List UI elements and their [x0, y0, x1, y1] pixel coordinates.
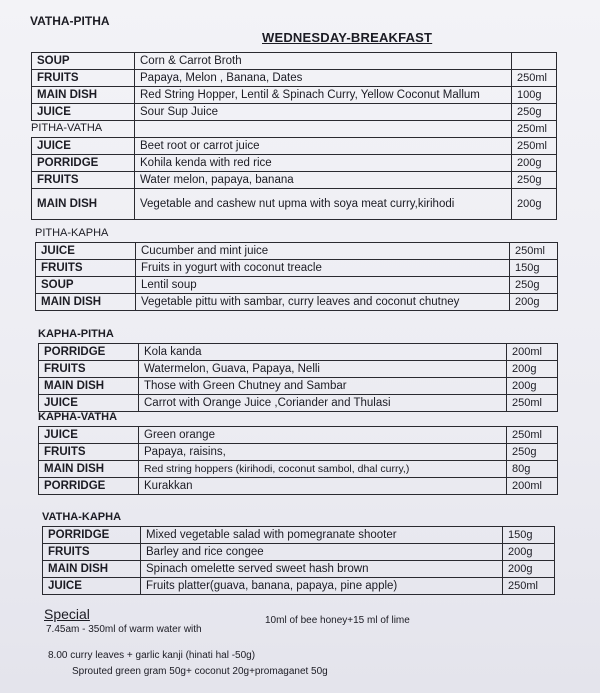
quantity-cell: 200g — [512, 155, 557, 172]
table-row — [32, 172, 557, 189]
table-row — [39, 461, 558, 478]
quantity-cell: 250g — [512, 172, 557, 189]
item-cell: Vegetable and cashew nut upma with soya meat curry,kirihodi — [135, 189, 512, 220]
item-cell: Kola kanda — [139, 344, 507, 361]
item-cell: Beet root or carrot juice — [135, 138, 512, 155]
quantity-cell: 200g — [512, 189, 557, 220]
item-cell: Fruits platter(guava, banana, papaya, pine apple) — [141, 578, 503, 595]
table-row — [32, 121, 557, 138]
quantity-cell: 150g — [503, 527, 555, 544]
menu-table-pitha-kapha — [35, 242, 558, 311]
item-cell: Papaya, Melon , Banana, Dates — [135, 70, 512, 87]
quantity-cell: 200ml — [507, 344, 558, 361]
table-row — [39, 478, 558, 495]
special-line-2: 8.00 curry leaves + garlic kanji (hinati hal -50g) — [48, 650, 256, 661]
item-cell: Those with Green Chutney and Sambar — [139, 378, 507, 395]
category-cell: FRUITS — [32, 172, 135, 189]
quantity-cell: 80g — [507, 461, 558, 478]
quantity-cell: 200g — [503, 544, 555, 561]
item-cell: Water melon, papaya, banana — [135, 172, 512, 189]
category-cell: FRUITS — [43, 544, 141, 561]
quantity-cell: 250ml — [512, 121, 557, 138]
menu-table-pitha-vatha — [31, 137, 557, 220]
table-row — [32, 189, 557, 220]
menu-table-kapha-vatha — [38, 426, 558, 495]
section-label-pitha-vatha: PITHA-VATHA — [31, 122, 103, 134]
table-row — [43, 527, 555, 544]
quantity-cell: 250ml — [507, 395, 558, 412]
quantity-cell: 250ml — [507, 427, 558, 444]
table-row — [43, 561, 555, 578]
category-cell: SOUP — [32, 53, 135, 70]
menu-table-kapha-pitha — [38, 343, 558, 412]
category-cell: PORRIDGE — [39, 478, 139, 495]
table-row — [32, 104, 557, 121]
item-cell — [135, 121, 512, 138]
table-row — [39, 444, 558, 461]
category-cell: FRUITS — [32, 70, 135, 87]
quantity-cell: 200g — [503, 561, 555, 578]
category-cell: JUICE — [43, 578, 141, 595]
item-cell: Kohila kenda with red rice — [135, 155, 512, 172]
item-cell: Carrot with Orange Juice ,Coriander and Thulasi — [139, 395, 507, 412]
category-cell: MAIN DISH — [39, 378, 139, 395]
table-row — [36, 260, 558, 277]
table-row — [32, 53, 557, 70]
item-cell: Kurakkan — [139, 478, 507, 495]
category-cell: JUICE — [32, 104, 135, 121]
item-cell: Red string hoppers (kirihodi, coconut sambol, dhal curry,) — [139, 461, 507, 478]
special-heading: Special — [44, 606, 90, 622]
table-row — [36, 243, 558, 260]
page-title: WEDNESDAY-BREAKFAST — [262, 30, 433, 45]
category-cell: SOUP — [36, 277, 136, 294]
table-row — [43, 578, 555, 595]
category-cell: MAIN DISH — [32, 189, 135, 220]
category-cell: JUICE — [36, 243, 136, 260]
category-cell: JUICE — [39, 427, 139, 444]
quantity-cell: 150g — [510, 260, 558, 277]
special-line-1: 7.45am - 350ml of warm water with — [46, 624, 202, 635]
table-row — [39, 344, 558, 361]
table-row — [43, 544, 555, 561]
item-cell: Red String Hopper, Lentil & Spinach Curry, Yellow Coconut Mallum — [135, 87, 512, 104]
menu-table-vatha-kapha — [42, 526, 555, 595]
table-row — [32, 70, 557, 87]
table-row — [36, 277, 558, 294]
category-cell: MAIN DISH — [32, 87, 135, 104]
category-cell: FRUITS — [39, 361, 139, 378]
quantity-cell: 200g — [510, 294, 558, 311]
table-row — [39, 361, 558, 378]
category-cell: PORRIDGE — [43, 527, 141, 544]
item-cell: Green orange — [139, 427, 507, 444]
item-cell: Lentil soup — [136, 277, 510, 294]
category-cell: FRUITS — [39, 444, 139, 461]
table-row — [32, 155, 557, 172]
quantity-cell: 250g — [512, 104, 557, 121]
category-cell: PORRIDGE — [39, 344, 139, 361]
quantity-cell: 250g — [507, 444, 558, 461]
quantity-cell: 250ml — [512, 70, 557, 87]
quantity-cell: 200g — [507, 361, 558, 378]
table-row — [32, 138, 557, 155]
quantity-cell: 250ml — [503, 578, 555, 595]
table-row — [39, 427, 558, 444]
item-cell: Sour Sup Juice — [135, 104, 512, 121]
table-row — [39, 395, 558, 412]
section-label-pitha-kapha: PITHA-KAPHA — [35, 227, 109, 239]
category-cell: MAIN DISH — [39, 461, 139, 478]
special-line-3: Sprouted green gram 50g+ coconut 20g+promaganet 50g — [72, 666, 328, 677]
category-cell: MAIN DISH — [36, 294, 136, 311]
quantity-cell: 250ml — [512, 138, 557, 155]
category-cell: FRUITS — [36, 260, 136, 277]
dosha-label: VATHA-PITHA — [30, 14, 110, 28]
section-label-vatha-kapha: VATHA-KAPHA — [42, 511, 122, 523]
category-cell: JUICE — [32, 138, 135, 155]
menu-table-vatha-pitha — [31, 52, 557, 138]
category-cell: JUICE — [39, 395, 139, 412]
section-label-kapha-vatha: KAPHA-VATHA — [38, 411, 118, 423]
item-cell: Barley and rice congee — [141, 544, 503, 561]
quantity-cell: 200ml — [507, 478, 558, 495]
section-label-kapha-pitha: KAPHA-PITHA — [38, 328, 114, 340]
item-cell: Papaya, raisins, — [139, 444, 507, 461]
special-line-1-extra: 10ml of bee honey+15 ml of lime — [265, 615, 410, 626]
item-cell: Vegetable pittu with sambar, curry leaves and coconut chutney — [136, 294, 510, 311]
quantity-cell: 100g — [512, 87, 557, 104]
quantity-cell: 250g — [510, 277, 558, 294]
quantity-cell — [512, 53, 557, 70]
item-cell: Fruits in yogurt with coconut treacle — [136, 260, 510, 277]
category-cell: PORRIDGE — [32, 155, 135, 172]
table-row — [36, 294, 558, 311]
category-cell: MAIN DISH — [43, 561, 141, 578]
table-row — [32, 87, 557, 104]
item-cell: Mixed vegetable salad with pomegranate shooter — [141, 527, 503, 544]
quantity-cell: 250ml — [510, 243, 558, 260]
item-cell: Cucumber and mint juice — [136, 243, 510, 260]
item-cell: Watermelon, Guava, Papaya, Nelli — [139, 361, 507, 378]
item-cell: Spinach omelette served sweet hash brown — [141, 561, 503, 578]
quantity-cell: 200g — [507, 378, 558, 395]
item-cell: Corn & Carrot Broth — [135, 53, 512, 70]
table-row — [39, 378, 558, 395]
